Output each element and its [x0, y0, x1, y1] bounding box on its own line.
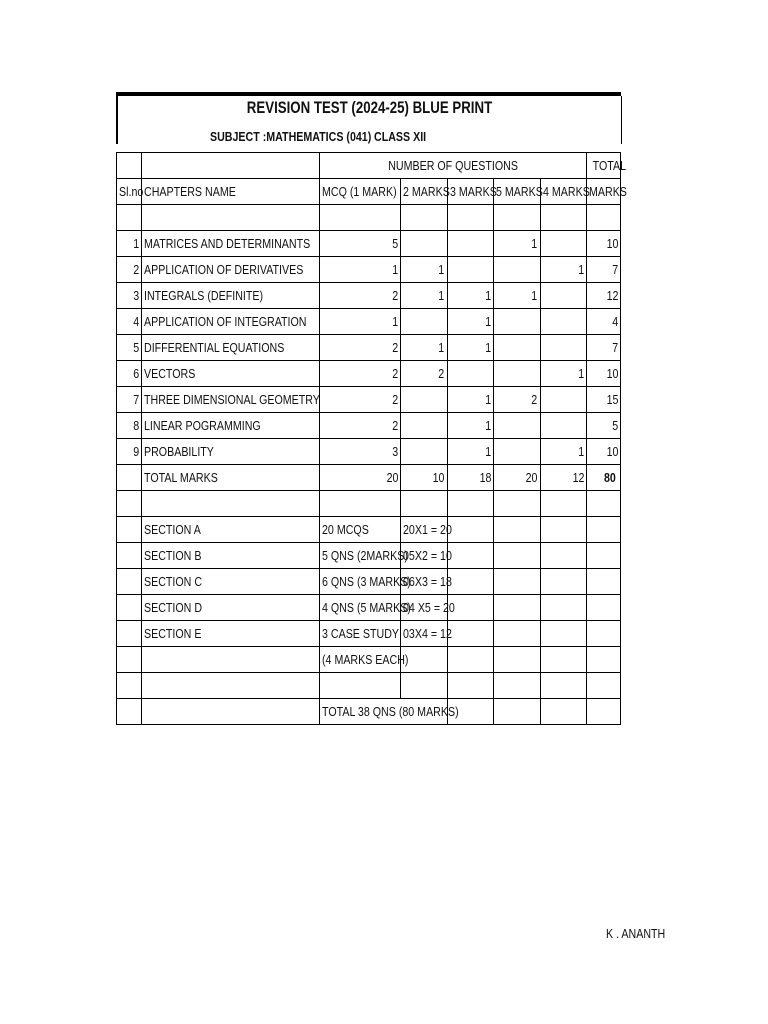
section-name: SECTION D — [144, 600, 203, 615]
mcq-count: 3 — [392, 444, 399, 459]
chapter-total: 10 — [606, 444, 618, 459]
section-calculation: 03X4 = 12 — [403, 626, 453, 641]
three-marks-header: 3 MARKS — [449, 184, 497, 199]
serial-number: 9 — [133, 444, 140, 459]
section-calculation: 04 X5 = 20 — [403, 600, 456, 615]
mcq-count: 1 — [392, 314, 399, 329]
section-name: SECTION B — [144, 548, 202, 563]
serial-number: 2 — [133, 262, 140, 277]
blueprint-table — [116, 152, 628, 725]
serial-number: 3 — [133, 288, 140, 303]
serial-number: 1 — [133, 236, 140, 251]
table-row — [117, 413, 621, 439]
section-name: SECTION E — [144, 626, 202, 641]
marks-header: MARKS — [589, 184, 628, 199]
three-mark-count: 1 — [485, 288, 492, 303]
chapter-name: INTEGRALS (DEFINITE) — [144, 288, 264, 303]
three-mark-count: 1 — [485, 340, 492, 355]
chapter-total: 10 — [606, 366, 618, 381]
total-three-marks: 18 — [479, 470, 492, 485]
chapter-total: 7 — [612, 340, 618, 355]
table-row — [117, 439, 621, 465]
section-questions: 3 CASE STUDY — [321, 626, 399, 641]
total-five-marks: 20 — [525, 470, 538, 485]
class-label: CLASS XII — [374, 129, 427, 144]
table-row — [117, 335, 621, 361]
chapter-name: PROBABILITY — [144, 444, 215, 459]
section-questions: 6 QNS (3 MARKS) — [321, 574, 411, 589]
table-row — [117, 361, 621, 387]
section-questions: 20 MCQS — [321, 522, 369, 537]
total-marks-label: TOTAL MARKS — [144, 470, 219, 485]
chapter-name: MATRICES AND DETERMINANTS — [144, 236, 311, 251]
chapter-name: APPLICATION OF INTEGRATION — [144, 314, 307, 329]
table-row — [117, 257, 621, 283]
subject-label: SUBJECT :MATHEMATICS (041) — [210, 129, 372, 144]
table-row — [117, 231, 621, 257]
section-calculation: 20X1 = 20 — [403, 522, 453, 537]
section-row — [117, 569, 621, 595]
table-row — [117, 283, 621, 309]
chapter-name: THREE DIMENSIONAL GEOMETRY — [144, 392, 321, 407]
chapter-total: 10 — [606, 236, 618, 251]
four-mark-count: 1 — [578, 444, 585, 459]
section-row — [117, 621, 621, 647]
totals-row — [117, 465, 621, 491]
chapter-total: 5 — [612, 418, 618, 433]
four-mark-count: 1 — [578, 366, 585, 381]
chapter-total: 7 — [612, 262, 618, 277]
five-mark-count: 1 — [531, 236, 538, 251]
three-mark-count: 1 — [485, 444, 492, 459]
total-two-marks: 10 — [432, 470, 445, 485]
mcq-count: 2 — [392, 418, 399, 433]
five-mark-count: 2 — [531, 392, 538, 407]
three-mark-count: 1 — [485, 392, 492, 407]
blank-row — [117, 205, 621, 231]
blank-row — [117, 491, 621, 517]
mcq-count: 1 — [392, 262, 399, 277]
five-mark-count: 1 — [531, 288, 538, 303]
mcq-count: 2 — [392, 366, 399, 381]
grand-total-row — [117, 699, 621, 725]
mcq-count: 5 — [392, 236, 399, 251]
chapters-header: CHAPTERS NAME — [144, 184, 237, 199]
serial-number: 4 — [133, 314, 140, 329]
serial-number: 6 — [133, 366, 140, 381]
mcq-count: 2 — [392, 340, 399, 355]
section-row — [117, 517, 621, 543]
section-row — [117, 595, 621, 621]
section-questions: 4 QNS (5 MARKS) — [321, 600, 411, 615]
chapter-name: VECTORS — [144, 366, 196, 381]
four-marks-header: 4 MARKS — [542, 184, 590, 199]
section-e-note: (4 MARKS EACH) — [321, 652, 409, 667]
blank-row — [117, 673, 621, 699]
number-of-questions-header: NUMBER OF QUESTIONS — [388, 158, 518, 173]
chapter-name: DIFFERENTIAL EQUATIONS — [144, 340, 285, 355]
chapter-total: 12 — [606, 288, 618, 303]
three-mark-count: 1 — [485, 314, 492, 329]
mcq-count: 2 — [392, 288, 399, 303]
total-header: TOTAL — [592, 158, 627, 173]
section-calculation: 05X2 = 10 — [403, 548, 453, 563]
mcq-count: 2 — [392, 392, 399, 407]
chapter-total: 15 — [606, 392, 618, 407]
section-name: SECTION A — [144, 522, 202, 537]
serial-number: 7 — [133, 392, 140, 407]
chapter-total: 4 — [612, 314, 618, 329]
section-note-row — [117, 647, 621, 673]
header-row-1 — [117, 153, 621, 179]
chapter-name: APPLICATION OF DERIVATIVES — [144, 262, 304, 277]
five-marks-header: 5 MARKS — [496, 184, 543, 199]
table-row — [117, 387, 621, 413]
mcq-header: MCQ (1 MARK) — [321, 184, 397, 199]
document-title: REVISION TEST (2024-25) BLUE PRINT — [246, 98, 493, 117]
section-calculation: 06X3 = 18 — [403, 574, 453, 589]
signature-name: K . ANANTH — [606, 926, 666, 941]
section-row — [117, 543, 621, 569]
slno-header: Sl.no — [119, 184, 144, 199]
total-four-marks: 12 — [572, 470, 585, 485]
two-mark-count: 2 — [438, 366, 445, 381]
two-marks-header: 2 MARKS — [403, 184, 450, 199]
title-block — [116, 96, 622, 144]
three-mark-count: 1 — [485, 418, 492, 433]
two-mark-count: 1 — [438, 262, 445, 277]
two-mark-count: 1 — [438, 340, 445, 355]
total-mcq: 20 — [386, 470, 399, 485]
serial-number: 5 — [133, 340, 140, 355]
table-row — [117, 309, 621, 335]
chapter-name: LINEAR POGRAMMING — [144, 418, 262, 433]
two-mark-count: 1 — [438, 288, 445, 303]
four-mark-count: 1 — [578, 262, 585, 277]
section-questions: 5 QNS (2MARKS) — [321, 548, 408, 563]
grand-total-marks: 80 — [603, 470, 616, 485]
grand-total-questions: TOTAL 38 QNS (80 MARKS) — [321, 704, 459, 719]
header-row-2 — [117, 179, 621, 205]
section-name: SECTION C — [144, 574, 203, 589]
serial-number: 8 — [133, 418, 140, 433]
